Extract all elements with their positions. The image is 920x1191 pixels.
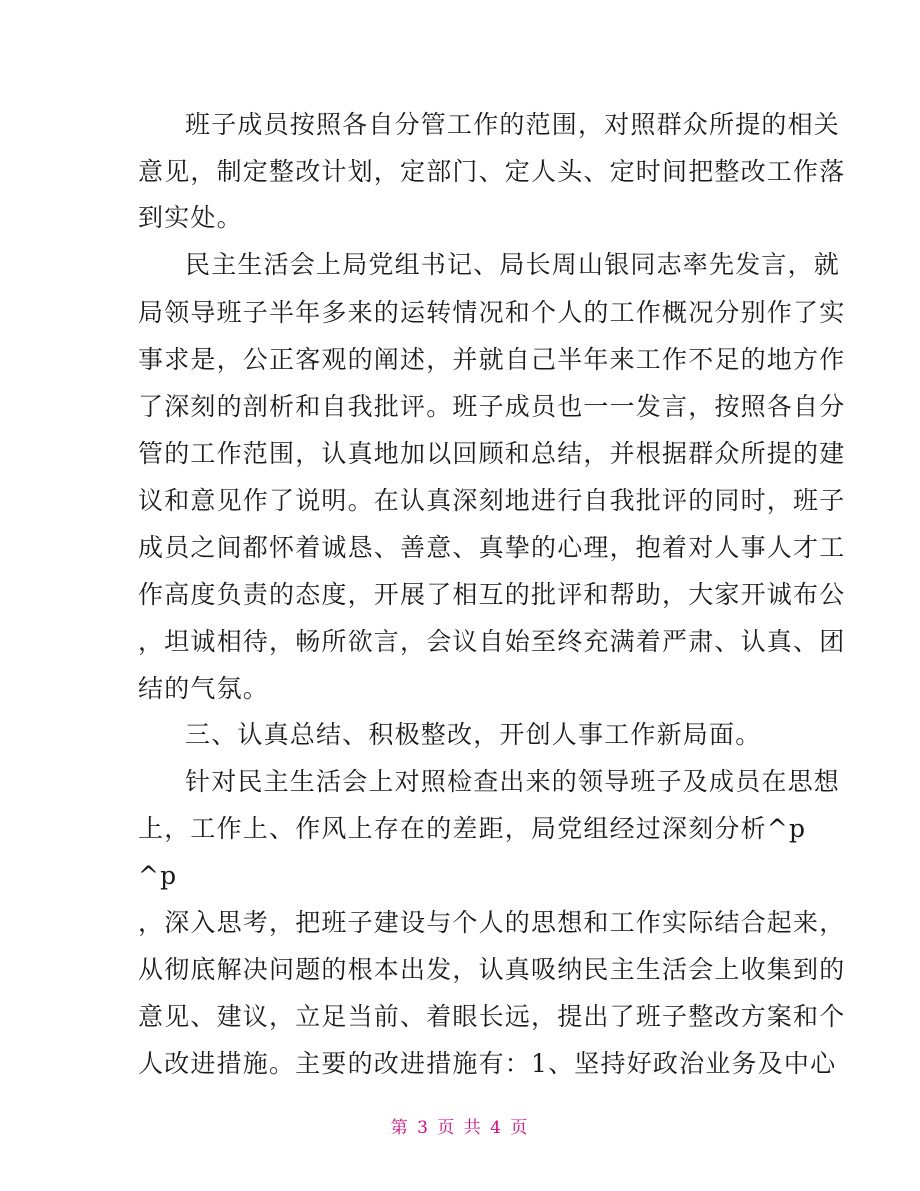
paragraph-2-line-10: 结的气氛。 (138, 674, 270, 703)
paragraph-1-line-2: 意见，制定整改计划，定部门、定人头、定时间把整改工作落 (138, 157, 846, 186)
paragraph-3-line-4: ，深入思考，把班子建设与个人的思想和工作实际结合起来， (138, 908, 846, 937)
paragraph-2-line-1: 民主生活会上局党组书记、局长周山银同志率先发言，就 (185, 250, 841, 279)
paragraph-3-line-3: ^p (138, 861, 178, 890)
paragraph-2-line-7: 成员之间都怀着诚恳、善意、真挚的心理，抱着对人事人才工 (138, 533, 846, 562)
paragraph-3-line-5: 从彻底解决问题的根本出发，认真吸纳民主生活会上收集到的 (138, 955, 846, 984)
paragraph-3-line-6: 意见、建议，立足当前、着眼长远，提出了班子整改方案和个 (138, 1002, 846, 1031)
paragraph-2-line-5: 管的工作范围，认真地加以回顾和总结，并根据群众所提的建 (138, 439, 846, 468)
paragraph-2-line-6: 议和意见作了说明。在认真深刻地进行自我批评的同时，班子 (138, 486, 846, 515)
paragraph-1-line-1: 班子成员按照各自分管工作的范围，对照群众所提的相关 (185, 110, 841, 139)
paragraph-2-line-9: ，坦诚相待，畅所欲言，会议自始至终充满着严肃、认真、团 (138, 627, 846, 656)
section-heading: 三、认真总结、积极整改，开创人事工作新局面。 (185, 720, 762, 749)
paragraph-3-line-1: 针对民主生活会上对照检查出来的领导班子及成员在思想 (185, 767, 841, 796)
paragraph-2-line-8: 作高度负责的态度，开展了相互的批评和帮助，大家开诚布公 (138, 580, 846, 609)
paragraph-1-line-3: 到实处。 (138, 203, 243, 232)
page-number-footer: 第 3 页 共 4 页 (390, 1118, 530, 1138)
paragraph-2-line-4: 了深刻的剖析和自我批评。班子成员也一一发言，按照各自分 (138, 392, 846, 421)
paragraph-3-line-2: 上，工作上、作风上存在的差距，局党组经过深刻分析^p (138, 814, 807, 843)
paragraph-3-line-7: 人改进措施。主要的改进措施有：1、坚持好政治业务及中心 (138, 1049, 837, 1078)
paragraph-2-line-3: 事求是，公正客观的阐述，并就自己半年来工作不足的地方作 (138, 345, 846, 374)
paragraph-2-line-2: 局领导班子半年多来的运转情况和个人的工作概况分别作了实 (138, 298, 846, 327)
